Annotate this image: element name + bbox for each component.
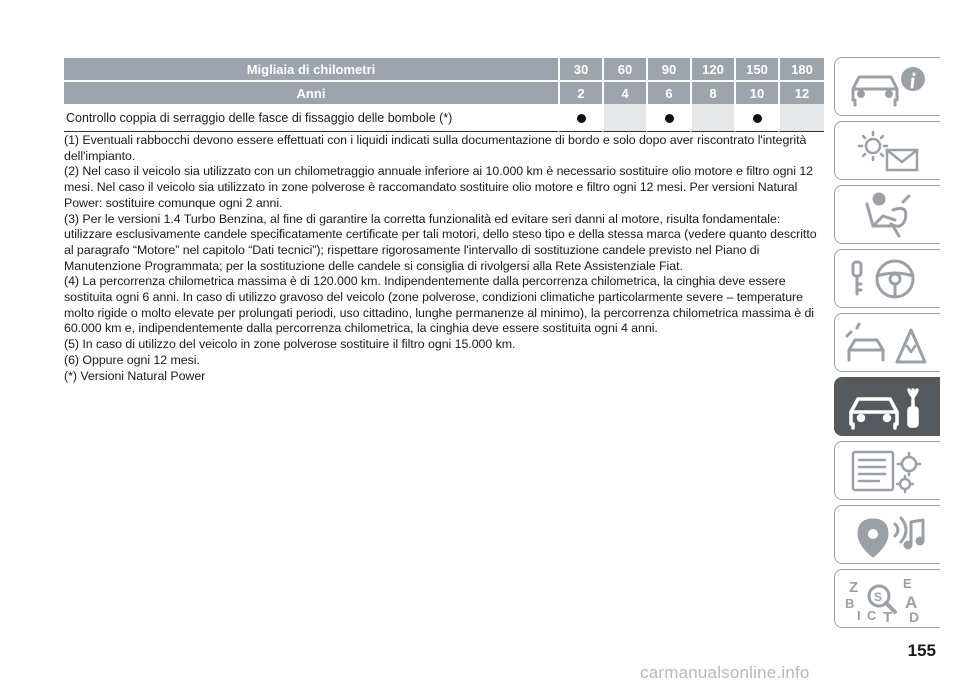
years-header-row: [64, 82, 824, 104]
seat-airbag-icon: [843, 190, 935, 240]
multimedia-icon: [843, 510, 935, 560]
table-row: [64, 104, 824, 132]
km-header-label: Migliaia di chilometri: [64, 58, 558, 82]
maintenance-table: [64, 58, 824, 132]
footnote-3: (3) Per le versioni 1.4 Turbo Benzina, al fine di garantire la corretta funzionalità ed evitare seri danni al motore, risulta fondamentale: utilizzare esclusivamente candele specificatamente certificate per tali motori, dello steso tipo e della stessa marca (vedere quanto descritto al paragrafo “Motore” nel capitolo “Dati tecnici”); rispettare rigorosamente l'intervallo di sostituzione candele previsto nel Piano di Manutenzione Programmata; per la sostituzione delle candele si consiglia di rivolgersi alla Rete Assistenziale Fiat.: [64, 211, 817, 273]
footnote-4: (4) La percorrenza chilometrica massima è di 120.000 km. Indipendentemente dalla percorrenza chilometrica, la cinghia deve essere sostituita ogni 6 anni. In caso di utilizzo gravoso del veicolo (zone polverose, condizioni climatiche particolarmente severe – temperature molto rigide o molto elevate per prolungati periodi, uso cittadino, lunghe permanenze al minimo), la percorrenza chilometrica massima è di 60.000 km e, indipendentemente dalla percorrenza chilometrica, la cinghia deve essere sostituita ogni 4 anni.: [64, 274, 814, 336]
svg-text:C: C: [867, 608, 877, 623]
interval-cell: [690, 104, 734, 132]
footnote-2: (2) Nel caso il veicolo sia utilizzato con un chilometraggio annuale inferiore ai 10.000 km è necessario sostituire olio motore e filtro ogni 12 mesi. Nel caso il veicolo sia utilizzato in zone polverose è raccomandato sostituire olio motore e filtro ogni 12 mesi. Per versioni Natural Power: sostituire comunque ogni 2 anni.: [64, 164, 814, 210]
footnote-5: (5) In caso di utilizzo del veicolo in zone polverose sostituire il filtro ogni 15.000 km.: [64, 337, 516, 352]
year-value: 10: [734, 82, 778, 104]
km-value: 180: [778, 58, 824, 82]
interval-cell: [734, 104, 778, 132]
check-dot: [577, 114, 586, 123]
check-dot: [753, 114, 762, 123]
warning-lights-message-icon: [843, 126, 935, 176]
footnotes: [64, 133, 826, 384]
svg-text:D: D: [909, 609, 920, 624]
km-value: 30: [558, 58, 602, 82]
tab-technical-data[interactable]: [834, 441, 940, 500]
year-value: 12: [778, 82, 824, 104]
watermark: carmanualsonline.info: [640, 663, 810, 682]
page-number: 155: [907, 641, 936, 660]
tab-index[interactable]: [834, 569, 940, 628]
svg-text:I: I: [857, 608, 861, 623]
tab-starting-driving[interactable]: [834, 249, 940, 308]
tab-emergency[interactable]: [834, 313, 940, 372]
car-maintenance-icon: [843, 382, 935, 432]
interval-cell: [646, 104, 690, 132]
km-value: 150: [734, 58, 778, 82]
footnote-1: (1) Eventuali rabbocchi devono essere effettuati con i liquidi indicati sulla documentazione di bordo e solo dopo aver riscontrato l'integrità dell'impianto.: [64, 133, 807, 163]
svg-text:S: S: [874, 590, 883, 604]
year-value: 2: [558, 82, 602, 104]
row-label: Controllo coppia di serraggio delle fasce di fissaggio delle bombole (*): [64, 104, 558, 132]
years-header-label: Anni: [64, 82, 558, 104]
technical-data-icon: [843, 446, 935, 496]
check-dot: [665, 114, 674, 123]
tab-seats-airbag[interactable]: [834, 185, 940, 244]
km-value: 120: [690, 58, 734, 82]
interval-cell: [778, 104, 824, 132]
key-steering-wheel-icon: [843, 254, 935, 304]
car-emergency-icon: [843, 318, 935, 368]
chapter-sidebar: [834, 57, 940, 633]
km-header-row: [64, 58, 824, 82]
footnote-6: (6) Oppure ogni 12 mesi.: [64, 352, 200, 367]
svg-text:B: B: [845, 596, 855, 611]
interval-cell: [602, 104, 646, 132]
svg-text:T: T: [883, 609, 893, 624]
year-value: 6: [646, 82, 690, 104]
km-value: 90: [646, 58, 690, 82]
footnote-natural-power: (*) Versioni Natural Power: [64, 368, 206, 383]
tab-multimedia[interactable]: [834, 505, 940, 564]
svg-text:E: E: [903, 576, 912, 591]
svg-text:Z: Z: [849, 579, 859, 596]
svg-text:A: A: [905, 593, 918, 612]
alphabetical-index-icon: [843, 574, 935, 624]
km-value: 60: [602, 58, 646, 82]
interval-cell: [558, 104, 602, 132]
year-value: 4: [602, 82, 646, 104]
tab-maintenance[interactable]: [834, 377, 940, 436]
tab-warning-lights[interactable]: [834, 121, 940, 180]
tab-car-info[interactable]: [834, 57, 940, 116]
year-value: 8: [690, 82, 734, 104]
car-info-icon: [843, 62, 935, 112]
